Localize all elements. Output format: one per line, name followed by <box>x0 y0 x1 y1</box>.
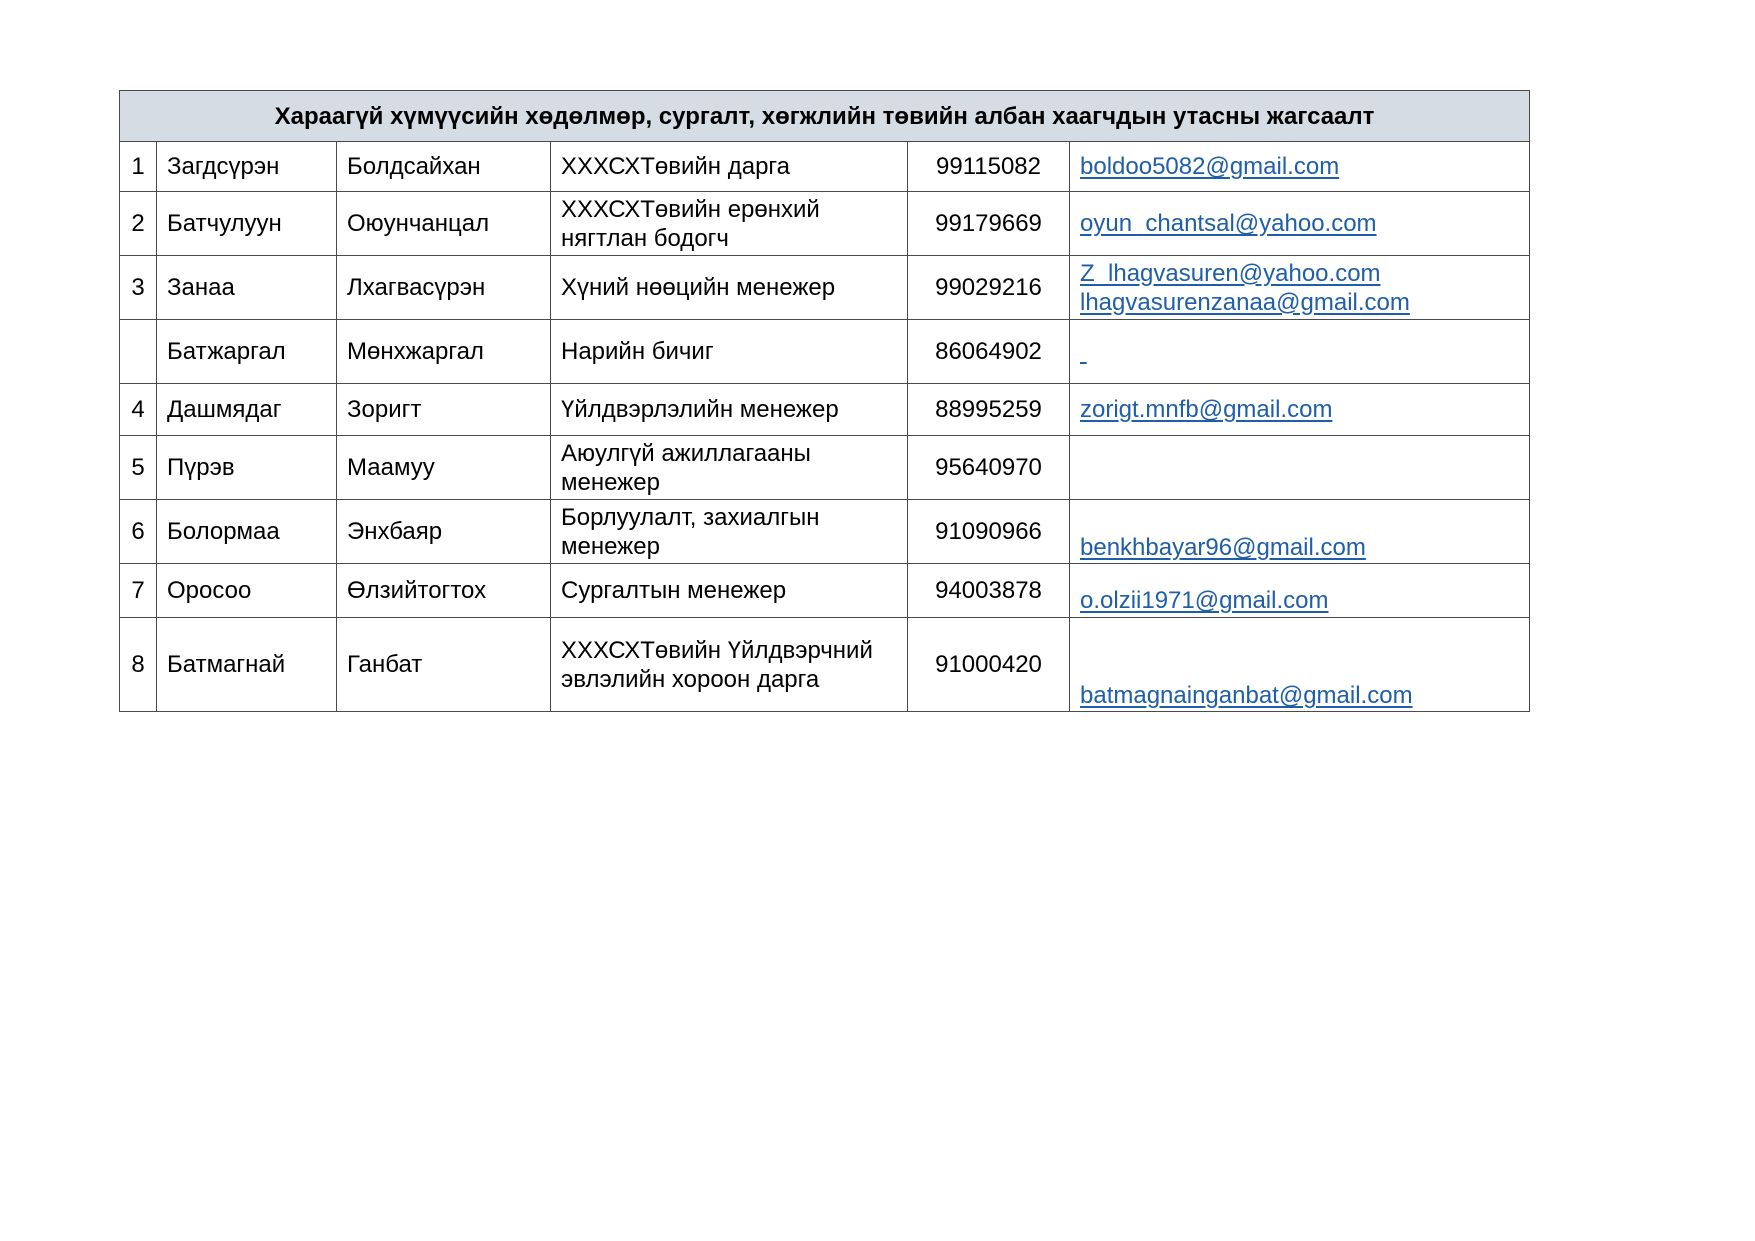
phone-cell: 91090966 <box>908 500 1070 564</box>
row-number: 8 <box>120 618 157 712</box>
surname-cell: Занаа <box>157 256 337 320</box>
phone-cell: 95640970 <box>908 436 1070 500</box>
email-cell <box>1070 618 1530 712</box>
position-cell: ХХХСХТөвийн ерөнхий нягтлан бодогч <box>551 192 908 256</box>
surname-cell: Батжаргал <box>157 320 337 384</box>
position-cell: Аюулгүй ажиллагааны менежер <box>551 436 908 500</box>
email-link[interactable]: lhagvasurenzanaa@gmail.com <box>1080 288 1410 316</box>
row-number <box>120 320 157 384</box>
phone-cell: 91000420 <box>908 618 1070 712</box>
table-row <box>120 142 1530 192</box>
position-cell: Хүний нөөцийн менежер <box>551 256 908 320</box>
table-title: Хараагүй хүмүүсийн хөдөлмөр, сургалт, хөгжлийн төвийн албан хаагчдын утасны жагсаалт <box>120 91 1530 142</box>
email-cell <box>1070 384 1530 436</box>
email-cell <box>1070 500 1530 564</box>
phone-cell: 99115082 <box>908 142 1070 192</box>
table-row <box>120 192 1530 256</box>
surname-cell: Загдсүрэн <box>157 142 337 192</box>
name-cell: Өлзийтогтох <box>337 564 551 618</box>
table-row <box>120 436 1530 500</box>
position-cell: Сургалтын менежер <box>551 564 908 618</box>
name-cell: Мөнхжаргал <box>337 320 551 384</box>
surname-cell: Болормаа <box>157 500 337 564</box>
table-row <box>120 384 1530 436</box>
position-cell: Нарийн бичиг <box>551 320 908 384</box>
name-cell: Зоригт <box>337 384 551 436</box>
name-cell: Энхбаяр <box>337 500 551 564</box>
email-link[interactable]: oyun_chantsal@yahoo.com <box>1080 210 1377 237</box>
row-number: 4 <box>120 384 157 436</box>
table-title-row <box>120 91 1530 142</box>
phone-cell: 94003878 <box>908 564 1070 618</box>
table-row <box>120 256 1530 320</box>
email-link[interactable]: boldoo5082@gmail.com <box>1080 153 1340 180</box>
surname-cell: Батчулуун <box>157 192 337 256</box>
table-row <box>120 320 1530 384</box>
phone-cell: 86064902 <box>908 320 1070 384</box>
table-row <box>120 500 1530 564</box>
surname-cell: Пүрэв <box>157 436 337 500</box>
phone-cell: 88995259 <box>908 384 1070 436</box>
row-number: 2 <box>120 192 157 256</box>
email-link[interactable]: batmagnainganbat@gmail.com <box>1080 682 1413 709</box>
email-link[interactable]: o.olzii1971@gmail.com <box>1080 587 1329 614</box>
row-number: 5 <box>120 436 157 500</box>
position-cell: Үйлдвэрлэлийн менежер <box>551 384 908 436</box>
email-cell <box>1070 320 1530 384</box>
email-link[interactable]: Z_lhagvasuren@yahoo.com <box>1080 259 1381 287</box>
row-number: 3 <box>120 256 157 320</box>
position-cell: ХХХСХТөвийн Үйлдвэрчний эвлэлийн хороон дарга <box>551 618 908 712</box>
surname-cell: Оросоо <box>157 564 337 618</box>
email-link[interactable] <box>1080 337 1519 366</box>
email-cell <box>1070 142 1530 192</box>
surname-cell: Батмагнай <box>157 618 337 712</box>
table-row <box>120 564 1530 618</box>
email-cell <box>1070 436 1530 500</box>
name-cell: Оюунчанцал <box>337 192 551 256</box>
name-cell: Лхагвасүрэн <box>337 256 551 320</box>
name-cell: Ганбат <box>337 618 551 712</box>
position-cell: ХХХСХТөвийн дарга <box>551 142 908 192</box>
row-number: 1 <box>120 142 157 192</box>
position-cell: Борлуулалт, захиалгын менежер <box>551 500 908 564</box>
table-row <box>120 618 1530 712</box>
row-number: 6 <box>120 500 157 564</box>
email-cell <box>1070 564 1530 618</box>
phone-cell: 99029216 <box>908 256 1070 320</box>
email-cell <box>1070 192 1530 256</box>
email-cell <box>1070 256 1530 320</box>
staff-phone-table <box>119 90 1530 712</box>
name-cell: Болдсайхан <box>337 142 551 192</box>
email-link[interactable]: benkhbayar96@gmail.com <box>1080 534 1366 561</box>
row-number: 7 <box>120 564 157 618</box>
name-cell: Маамуу <box>337 436 551 500</box>
surname-cell: Дашмядаг <box>157 384 337 436</box>
email-link[interactable]: zorigt.mnfb@gmail.com <box>1080 396 1333 423</box>
phone-cell: 99179669 <box>908 192 1070 256</box>
